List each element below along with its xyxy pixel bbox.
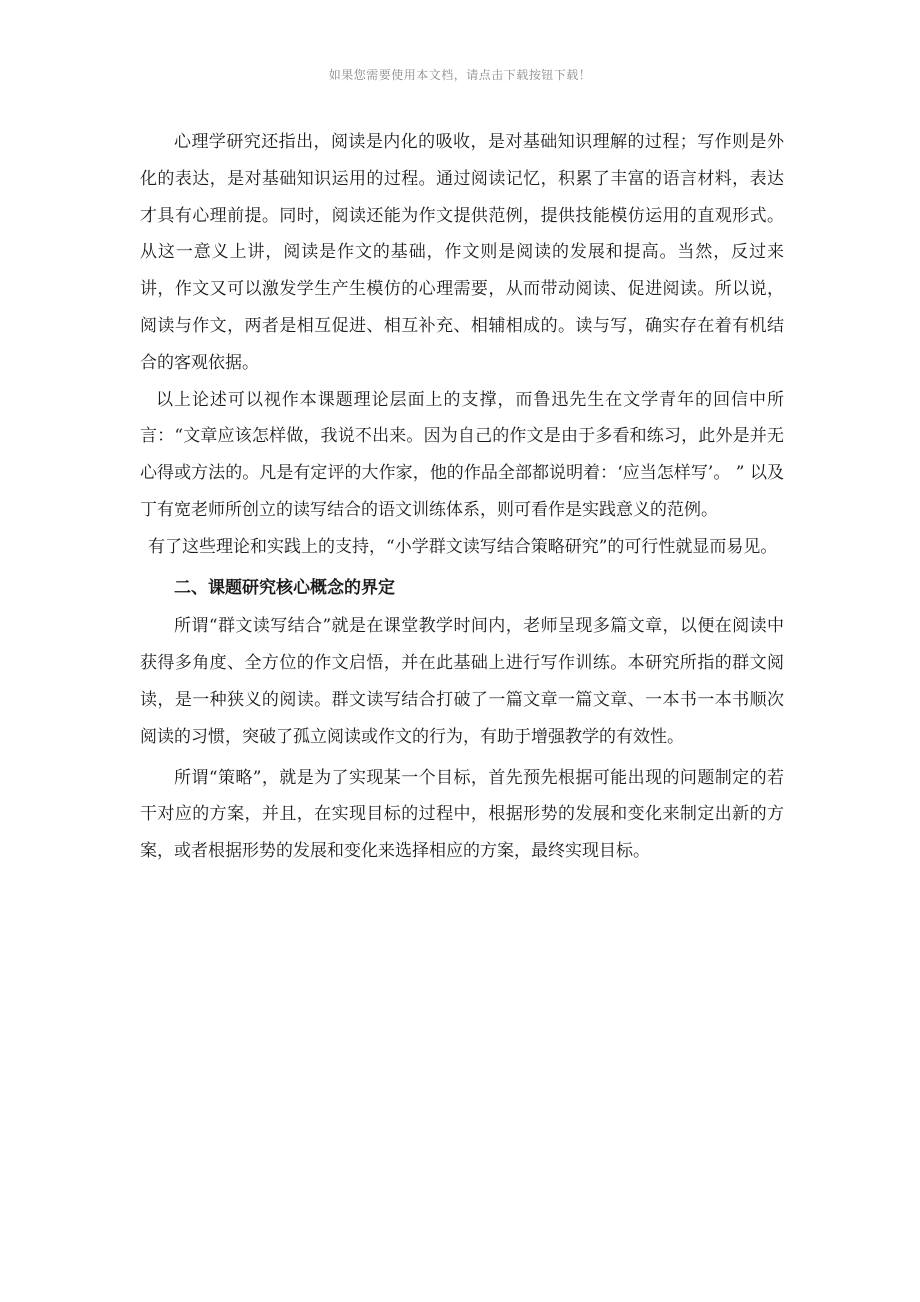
paragraph-group-reading-definition: 所谓“群文读写结合”就是在课堂教学时间内，老师呈现多篇文章，以便在阅读中获得多角度、全方位的作文启悟，并在此基础上进行写作训练。本研究所指的群文阅读，是一种狭义的阅读。群文读写结合打破了一篇文章一篇文章、一本书一本书顺次阅读的习惯，突破了孤立阅读或作文的行为，有助于增强教学的有效性。 xyxy=(140,616,784,747)
paragraph-psychology-research: 心理学研究还指出，阅读是内化的吸收，是对基础知识理解的过程；写作则是外化的表达，是对基础知识运用的过程。通过阅读记忆，积累了丰富的语言材料，表达才具有心理前提。同时，阅读还能为作文提供范例，提供技能模仿运用的直观形式。从这一意义上讲，阅读是作文的基础，作文则是阅读的发展和提高。当然，反过来讲，作文又可以激发学生产生模仿的心理需要，从而带动阅读、促进阅读。所以说，阅读与作文，两者是相互促进、相互补充、相辅相成的。读与写，确实存在着有机结合的客观依据。 xyxy=(140,132,784,373)
document-body xyxy=(140,124,784,870)
paragraph-lu-xun-quote: 以上论述可以视作本课题理论层面上的支撑，而鲁迅先生在文学青年的回信中所言：“文章应该怎样做，我说不出来。因为自己的作文是由于多看和练习，此外是并无心得或方法的。凡是有定评的大作家，他的作品全部都说明着：‘应当怎样写’。 ” 以及丁有宽老师所创立的读写结合的语文训练体系，则可看作是实践意义的范例。 xyxy=(140,389,784,520)
paragraph-strategy-definition: 所谓“策略”，就是为了实现某一个目标，首先预先根据可能出现的问题制定的若干对应的方案，并且，在实现目标的过程中，根据形势的发展和变化来制定出新的方案，或者根据形势的发展和变化来选择相应的方案，最终实现目标。 xyxy=(140,767,784,862)
paragraph-feasibility: 有了这些理论和实践上的支持，“小学群文读写结合策略研究”的可行性就显而易见。 xyxy=(148,536,778,557)
download-notice: 如果您需要使用本文档，请点击下载按钮下载！ xyxy=(328,68,592,82)
section-heading-core-concepts: 二、课题研究核心概念的界定 xyxy=(174,577,395,598)
